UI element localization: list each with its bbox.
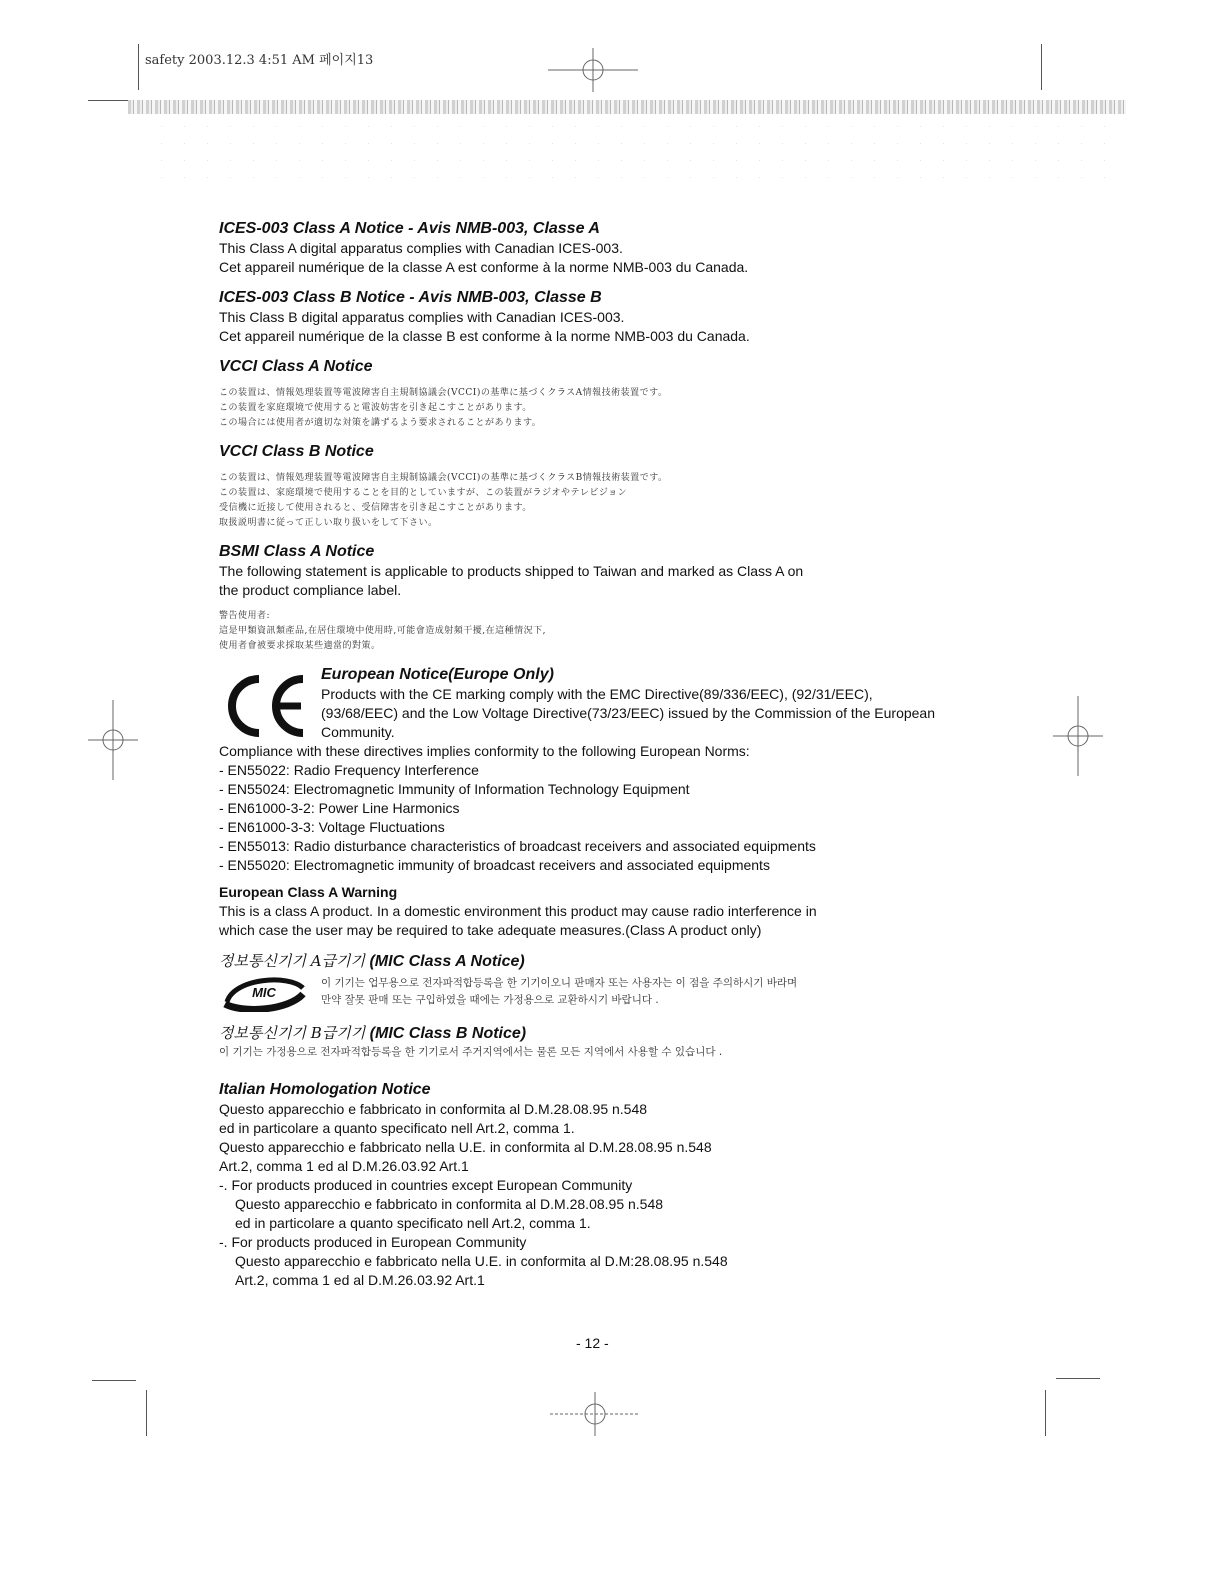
paragraph: Questo apparecchio e fabbricato in conformita al D.M.28.08.95 n.548	[235, 1196, 664, 1212]
paragraph: (93/68/EEC) and the Low Voltage Directive(73/23/EEC) issued by the Commission of the European	[321, 705, 935, 721]
section-title: ICES-003 Class B Notice - Avis NMB-003, Classe B	[219, 289, 602, 306]
japanese-text: この装置は、情報処理装置等電波障害自主規制協議会(VCCI)の基準に基づくクラスB情報技術装置です。	[219, 473, 668, 483]
paragraph: Questo apparecchio e fabbricato nella U.E. in conformita al D.M:28.08.95 n.548	[235, 1253, 728, 1269]
mic-logo	[219, 972, 309, 1012]
paragraph: This Class B digital apparatus complies with Canadian ICES-003.	[219, 309, 625, 325]
paragraph: Community.	[321, 724, 395, 740]
print-slug: safety 2003.12.3 4:51 AM 페이지13	[145, 53, 374, 68]
korean-text: 이 기기는 업무용으로 전자파적합등록을 한 기기이오니 판매자 또는 사용자는 이 점을 주의하시기 바라며	[321, 977, 798, 989]
crop-mark	[1041, 44, 1042, 90]
bsmi-section	[219, 542, 979, 654]
vcci-b-section	[219, 442, 979, 531]
list-item: -. For products produced in European Community	[219, 1234, 527, 1250]
crop-mark	[1045, 1390, 1046, 1436]
chinese-text: 警告使用者:	[219, 611, 271, 621]
list-item: - EN55013: Radio disturbance characteristics of broadcast receivers and associated equipments	[219, 838, 816, 854]
paragraph: ed in particolare a quanto specificato nell Art.2, comma 1.	[235, 1215, 591, 1231]
crop-mark	[1056, 1378, 1100, 1379]
paragraph: Cet appareil numérique de la classe B est conforme à la norme NMB-003 du Canada.	[219, 328, 750, 344]
english-title: (MIC Class B Notice)	[369, 1025, 527, 1042]
mic-a-section	[219, 951, 979, 1012]
japanese-text: この装置は、情報処理装置等電波障害自主規制協議会(VCCI)の基準に基づくクラスA情報技術装置です。	[219, 388, 668, 398]
registration-mark	[550, 1392, 640, 1436]
japanese-text: この場合には使用者が適切な対策を講ずるよう要求されることがあります。	[219, 418, 542, 428]
ices-b-section	[219, 288, 979, 346]
mic-logo-text: MIC	[252, 985, 276, 1000]
paragraph: Cet appareil numérique de la classe A est conforme à la norme NMB-003 du Canada.	[219, 259, 749, 275]
list-item: - EN61000-3-3: Voltage Fluctuations	[219, 819, 445, 835]
paragraph: This Class A digital apparatus complies with Canadian ICES-003.	[219, 240, 623, 256]
paragraph: Art.2, comma 1 ed al D.M.26.03.92 Art.1	[219, 1158, 469, 1174]
list-item: -. For products produced in countries except European Community	[219, 1177, 633, 1193]
crop-mark	[88, 100, 128, 101]
scan-band	[128, 100, 1126, 114]
section-title	[219, 1023, 979, 1044]
japanese-text: この装置を家庭環境で使用すると電波妨害を引き起こすことがあります。	[219, 403, 532, 413]
chinese-text: 這是甲類資訊類產品,在居住環境中使用時,可能會造成射頻干擾,在這種情況下,	[219, 626, 546, 636]
italian-section	[219, 1072, 979, 1290]
section-title	[219, 951, 979, 972]
korean-title: 정보통신기기 B급기기	[219, 1024, 366, 1042]
paragraph: This is a class A product. In a domestic environment this product may cause radio interference in	[219, 903, 817, 919]
paragraph: Products with the CE marking comply with the EMC Directive(89/336/EEC), (92/31/EEC),	[321, 686, 873, 702]
paragraph: Questo apparecchio e fabbricato nella U.E. in conformita al D.M.28.08.95 n.548	[219, 1139, 712, 1155]
crop-mark	[138, 44, 139, 90]
paragraph: ed in particolare a quanto specificato nell Art.2, comma 1.	[219, 1120, 575, 1136]
registration-mark	[548, 48, 638, 92]
warning-title: European Class A Warning	[219, 884, 398, 900]
europe-section	[219, 665, 979, 940]
crop-mark	[92, 1380, 136, 1381]
paragraph: which case the user may be required to take adequate measures.(Class A product only)	[219, 922, 762, 938]
english-title: (MIC Class A Notice)	[369, 953, 525, 970]
ices-a-section	[219, 219, 979, 277]
list-item: - EN55020: Electromagnetic immunity of broadcast receivers and associated equipments	[219, 857, 770, 873]
list-item: - EN55022: Radio Frequency Interference	[219, 762, 479, 778]
crop-mark	[146, 1390, 147, 1436]
section-title: BSMI Class A Notice	[219, 543, 375, 560]
korean-title: 정보통신기기 A급기기	[219, 952, 366, 970]
section-title: European Notice(Europe Only)	[321, 666, 554, 683]
vcci-a-section	[219, 357, 979, 431]
ce-mark-logo	[219, 673, 311, 739]
scan-noise	[150, 118, 1125, 188]
japanese-text: この装置は、家庭環境で使用することを目的としていますが、この装置がラジオやテレビジョン	[219, 488, 628, 498]
section-title: Italian Homologation Notice	[219, 1081, 431, 1098]
section-title: VCCI Class B Notice	[219, 443, 374, 460]
document-body	[219, 219, 979, 1301]
paragraph: The following statement is applicable to products shipped to Taiwan and marked as Class A on	[219, 563, 804, 579]
registration-mark	[1053, 696, 1103, 776]
japanese-text: 取扱説明書に従って正しい取り扱いをして下さい。	[219, 518, 438, 528]
paragraph: Art.2, comma 1 ed al D.M.26.03.92 Art.1	[235, 1272, 485, 1288]
mic-b-section	[219, 1023, 979, 1061]
registration-mark	[88, 700, 138, 780]
section-title: VCCI Class A Notice	[219, 358, 373, 375]
chinese-text: 使用者會被要求採取某些適當的對策。	[219, 641, 381, 651]
paragraph: Questo apparecchio e fabbricato in conformita al D.M.28.08.95 n.548	[219, 1101, 648, 1117]
korean-text: 만약 잘못 판매 또는 구입하였을 때에는 가정용으로 교환하시기 바랍니다 .	[321, 994, 659, 1006]
paragraph: Compliance with these directives implies conformity to the following European Norms:	[219, 743, 750, 759]
paragraph: the product compliance label.	[219, 582, 402, 598]
korean-text: 이 기기는 가정용으로 전자파적합등록을 한 기기로서 주거지역에서는 물론 모든 지역에서 사용할 수 있습니다 .	[219, 1046, 723, 1058]
section-title: ICES-003 Class A Notice - Avis NMB-003, Classe A	[219, 220, 600, 237]
list-item: - EN55024: Electromagnetic Immunity of Information Technology Equipment	[219, 781, 690, 797]
list-item: - EN61000-3-2: Power Line Harmonics	[219, 800, 460, 816]
page-number: - 12 -	[576, 1335, 609, 1351]
japanese-text: 受信機に近接して使用されると、受信障害を引き起こすことがあります。	[219, 503, 532, 513]
